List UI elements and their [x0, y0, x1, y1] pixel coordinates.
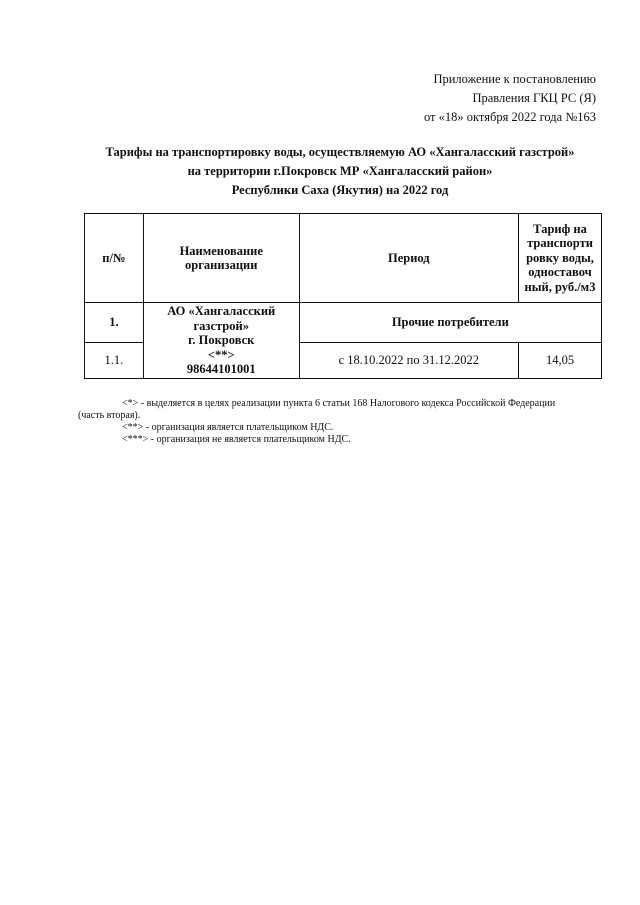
- footnote-3: <***> - организация не является плательщиком НДС.: [122, 434, 351, 445]
- header-tariff: Тариф на транспорти ровку воды, одноставоч ный, руб./м3: [519, 214, 602, 303]
- tariff-table: [84, 213, 602, 379]
- table-row: [85, 303, 602, 343]
- header-period: Период: [299, 214, 518, 303]
- title-line-1: Тарифы на транспортировку воды, осуществляемую АО «Хангаласский газстрой»: [105, 145, 575, 159]
- footnotes: [78, 398, 598, 446]
- footnote-2: <**> - организация является плательщиком НДС.: [122, 422, 334, 433]
- consumer-group: Прочие потребители: [299, 303, 601, 343]
- period-cell: с 18.10.2022 по 31.12.2022: [299, 343, 518, 379]
- header-org: Наименование организации: [143, 214, 299, 303]
- approval-header: [424, 70, 596, 127]
- title-line-3: Республики Саха (Якутия) на 2022 год: [231, 183, 449, 197]
- approval-line-3: от «18» октября 2022 года №163: [423, 110, 596, 124]
- header-num: п/№: [85, 214, 144, 303]
- org-city: г. Покровск: [188, 333, 255, 348]
- org-vat-mark: <**>: [207, 347, 235, 362]
- footnote-1-continued: (часть вторая).: [78, 410, 141, 421]
- document-title: [60, 143, 620, 200]
- footnote-1: <*> - выделяется в целях реализации пункта 6 статьи 168 Налогового кодекса Российской Федерации: [122, 398, 556, 409]
- org-code: 98644101001: [186, 362, 256, 377]
- org-name: АО «Хангаласский газстрой»: [167, 304, 276, 333]
- table-header-row: [85, 214, 602, 303]
- tariff-value: 14,05: [519, 343, 602, 379]
- approval-line-2: Правления ГКЦ РС (Я): [472, 91, 596, 105]
- row-num: 1.: [85, 303, 144, 343]
- org-cell: [143, 303, 299, 379]
- row-num: 1.1.: [85, 343, 144, 379]
- title-line-2: на территории г.Покровск МР «Хангаласский район»: [187, 164, 493, 178]
- approval-line-1: Приложение к постановлению: [433, 72, 596, 86]
